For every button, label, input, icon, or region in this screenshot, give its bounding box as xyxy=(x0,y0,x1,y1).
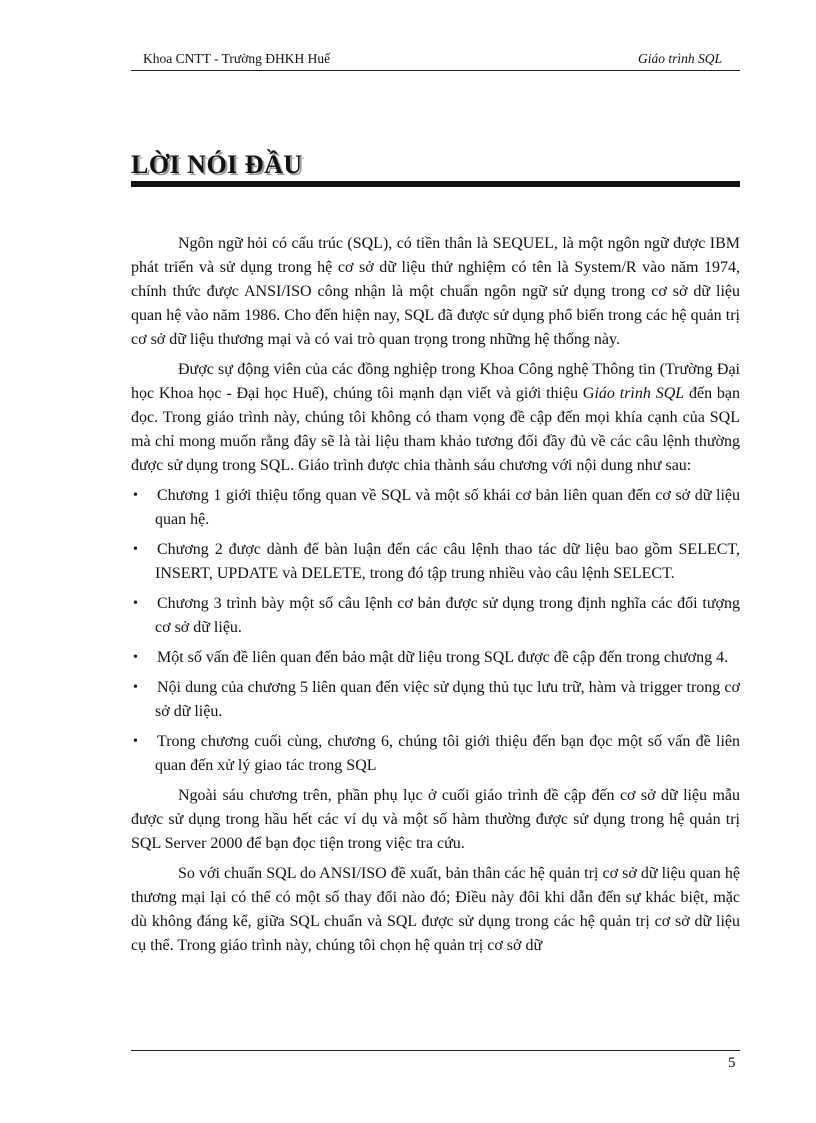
list-item xyxy=(131,592,740,640)
bullet-icon: • xyxy=(133,680,138,695)
paragraph-acknowledgement-text-2: đến bạn đọc. Trong giáo trình này, chúng tôi không có tham vọng đề cập đến mọi khía cạnh của SQL mà chỉ mong muốn rằng đây sẽ là tài liệu tham khảo tương đối đầy đủ về các câu lệnh thường được sử dụng trong SQL. Giáo trình được chia thành sáu chương với nội dung như sau: xyxy=(131,385,741,474)
list-item-text: Chương 1 giới thiệu tổng quan về SQL và một số khái cơ bản liên quan đến cơ sở dữ liệu quan hệ. xyxy=(155,487,740,528)
list-item xyxy=(131,538,740,586)
list-item-text: Chương 3 trình bày một số câu lệnh cơ bản được sử dụng trong định nghĩa các đối tượng cơ sở dữ liệu. xyxy=(155,595,740,636)
list-item-text: Trong chương cuối cùng, chương 6, chúng tôi giới thiệu đến bạn đọc một số vấn đề liên quan đến xử lý giao tác trong SQL xyxy=(155,733,740,774)
header-left-text: Khoa CNTT - Trường ĐHKH Huế xyxy=(143,51,331,66)
title-underline-bar xyxy=(131,181,740,187)
document-body xyxy=(131,232,740,964)
bullet-icon: • xyxy=(133,542,138,557)
bullet-icon: • xyxy=(133,734,138,749)
paragraph-acknowledgement xyxy=(131,358,740,478)
page-number: 5 xyxy=(728,1055,736,1071)
list-item xyxy=(131,484,740,532)
chapter-list xyxy=(131,484,740,778)
paragraph-intro: Ngôn ngữ hỏi có cấu trúc (SQL), có tiền thân là SEQUEL, là một ngôn ngữ được IBM phát triển và sử dụng trong hệ cơ sở dữ liệu thử nghiệm có tên là System/R vào năm 1974, chính thức được ANSI/ISO công nhận là một chuẩn ngôn ngữ sử dụng trong cơ sở dữ liệu quan hệ vào năm 1986. Cho đến hiện nay, SQL đã được sử dụng phổ biến trong các hệ quản trị cơ sở dữ liệu thương mại và có vai trò quan trọng trong những hệ thống này. xyxy=(131,235,740,348)
list-item-text: Nội dung của chương 5 liên quan đến việc sử dụng thủ tục lưu trữ, hàm và trigger trong cơ sở dữ liệu. xyxy=(155,679,740,720)
bullet-icon: • xyxy=(133,596,138,611)
list-item-text: Một số vấn đề liên quan đến bảo mật dữ liệu trong SQL được đề cập đến trong chương 4. xyxy=(157,649,729,666)
bullet-icon: • xyxy=(133,650,138,665)
page-title: LỜI NÓI ĐẦU xyxy=(131,150,303,179)
list-item-text: Chương 2 được dành để bàn luận đến các câu lệnh thao tác dữ liệu bao gồm SELECT, INSERT, UPDATE và DELETE, trong đó tập trung nhiều vào câu lệnh SELECT. xyxy=(155,541,740,582)
footer-rule xyxy=(131,1050,740,1051)
list-item xyxy=(131,730,740,778)
paragraph-acknowledgement-text-1: Được sự động viên của các đồng nghiệp trong Khoa Công nghệ Thông tin (Trường Đại học Khoa học - Đại học Huế), chúng tôi mạnh dạn viết và giới thiệu G xyxy=(131,361,740,402)
paragraph-appendix: Ngoài sáu chương trên, phần phụ lục ở cuối giáo trình đề cập đến cơ sở dữ liệu mẫu được sử dụng trong hầu hết các ví dụ và một số hàm thường được sử dụng trong hệ quản trị SQL Server 2000 để bạn đọc tiện trong việc tra cứu. xyxy=(131,787,740,852)
book-title-italic: iáo trình SQL xyxy=(594,385,685,402)
header-right-text: Giáo trình SQL xyxy=(637,51,722,66)
list-item xyxy=(131,676,740,724)
bullet-icon: • xyxy=(133,488,138,503)
paragraph-comparison: So với chuẩn SQL do ANSI/ISO đề xuất, bản thân các hệ quản trị cơ sở dữ liệu quan hệ thương mại lại có thể có một số thay đổi nào đó; Điều này đôi khi dẫn đến sự khác biệt, mặc dù không đáng kể, giữa SQL chuẩn và SQL được sử dụng trong các hệ quản trị cơ sở dữ liệu cụ thể. Trong giáo trình này, chúng tôi chọn hệ quản trị cơ sở dữ xyxy=(131,865,740,954)
list-item xyxy=(131,646,740,670)
page-header xyxy=(131,48,740,71)
